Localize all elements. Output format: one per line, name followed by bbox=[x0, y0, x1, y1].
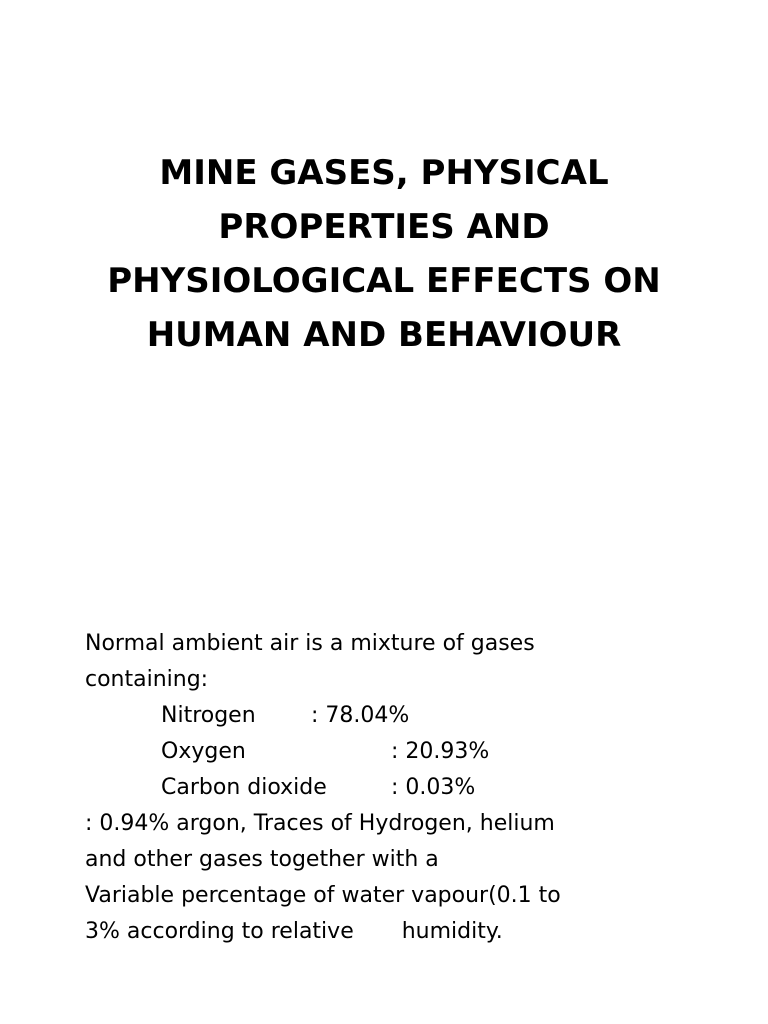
intro-line: Normal ambient air is a mixture of gases bbox=[85, 631, 535, 656]
intro-line: containing: bbox=[85, 667, 209, 692]
closing-line-last bbox=[85, 914, 725, 950]
gas-value: : 20.93% bbox=[391, 739, 490, 764]
gas-row-nitrogen bbox=[85, 698, 725, 734]
slide-body bbox=[85, 626, 725, 950]
title-line: MINE GASES, PHYSICAL bbox=[159, 153, 609, 193]
title-line: PHYSIOLOGICAL EFFECTS ON bbox=[107, 261, 661, 301]
gas-name: Nitrogen bbox=[161, 703, 256, 728]
title-line: HUMAN AND BEHAVIOUR bbox=[146, 315, 622, 355]
closing-line: and other gases together with a bbox=[85, 847, 439, 872]
slide-title bbox=[40, 146, 728, 362]
closing-line-part: humidity. bbox=[401, 919, 503, 944]
title-line: PROPERTIES AND bbox=[218, 207, 550, 247]
gas-row-oxygen bbox=[85, 734, 725, 770]
gas-name: Oxygen bbox=[161, 739, 246, 764]
gas-value: : 0.03% bbox=[391, 775, 476, 800]
gas-name: Carbon dioxide bbox=[161, 775, 327, 800]
closing-line: Variable percentage of water vapour(0.1 to bbox=[85, 883, 561, 908]
closing-line: : 0.94% argon, Traces of Hydrogen, helium bbox=[85, 811, 555, 836]
gas-value: : 78.04% bbox=[311, 703, 410, 728]
closing-line-part: 3% according to relative bbox=[85, 919, 354, 944]
gas-row-carbon-dioxide bbox=[85, 770, 725, 806]
